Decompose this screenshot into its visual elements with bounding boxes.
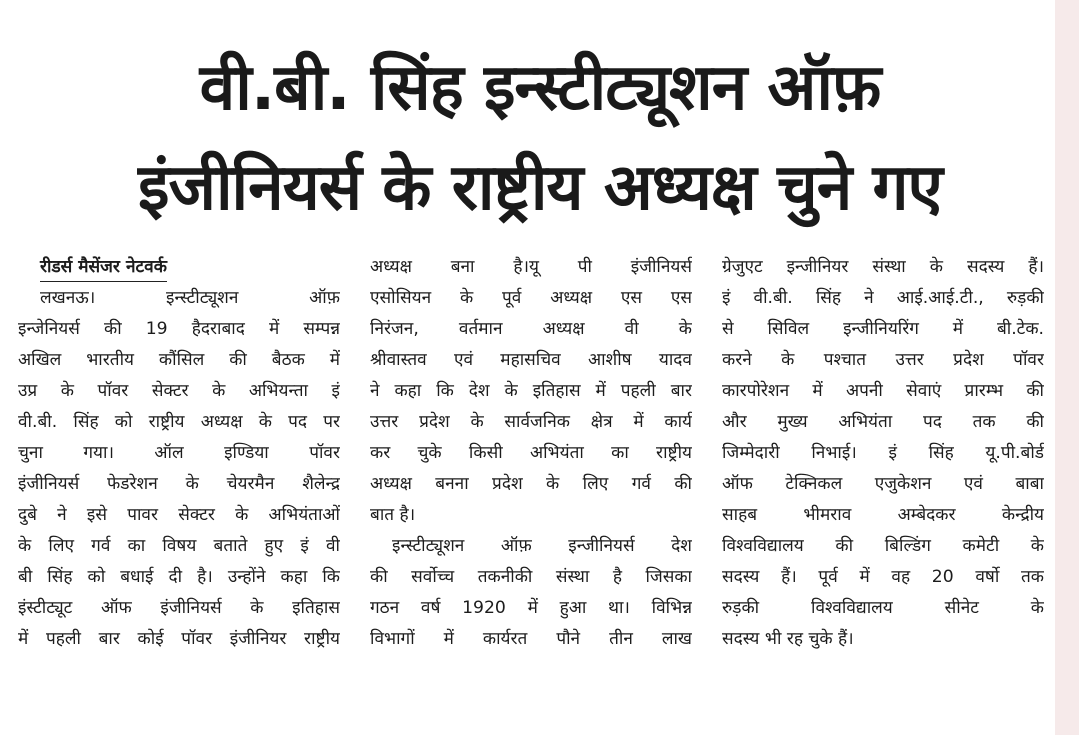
article-line: जिम्मेदारी निभाई। इं सिंह यू.पी.बोर्ड [722,443,1044,463]
article-column-2 [370,252,692,655]
byline: रीडर्स मैसेंजर नेटवर्क [40,253,167,282]
article-line: श्रीवास्तव एवं महासचिव आशीष यादव [370,350,692,370]
article-line: साहब भीमराव अम्बेदकर केन्द्रीय [722,505,1044,525]
article-line: इंजीनियर्स फेडरेशन के चेयरमैन शैलेन्द्र [18,474,340,494]
article-line: इंस्टीट्यूट ऑफ इंजीनियर्स के इतिहास [18,598,340,618]
article-line: गठन वर्ष 1920 में हुआ था। विभिन्न [370,598,692,618]
article-line: करने के पश्चात उत्तर प्रदेश पॉवर [722,350,1044,370]
article-line: की सर्वोच्च तकनीकी संस्था है जिसका [370,567,692,587]
article-line: सदस्य भी रह चुके हैं। [722,629,854,649]
article-line: विभागों में कार्यरत पौने तीन लाख [370,629,692,649]
article-line: के लिए गर्व का विषय बताते हुए इं वी [18,536,340,556]
article-line: लखनऊ। इन्स्टीट्यूशन ऑफ़ [40,288,340,308]
article-line: कर चुके किसी अभियंता का राष्ट्रीय [370,443,692,463]
article-line: इं वी.बी. सिंह ने आई.आई.टी., रुड़की [722,288,1044,308]
article-line: बी सिंह को बधाई दी है। उन्होंने कहा कि [18,567,340,587]
article-line: में पहली बार कोई पॉवर इंजीनियर राष्ट्रीय [18,629,340,649]
article-line: से सिविल इन्जीनियरिंग में बी.टेक. [722,319,1044,339]
article-line: विश्वविद्यालय की बिल्डिंग कमेटी के [722,536,1044,556]
page-edge-strip [1055,0,1079,735]
article-line: बात है। [370,505,416,525]
article-line: कारपोरेशन में अपनी सेवाएं प्रारम्भ की [722,381,1044,401]
article-line: अध्यक्ष बनना प्रदेश के लिए गर्व की [370,474,692,494]
article-line: उप्र के पॉवर सेक्टर के अभियन्ता इं [18,381,340,401]
article-line: ग्रेजुएट इन्जीनियर संस्था के सदस्य हैं। [722,257,1044,277]
article-line: वी.बी. सिंह को राष्ट्रीय अध्यक्ष के पद पर [18,412,340,432]
article-line: निरंजन, वर्तमान अध्यक्ष वी के [370,319,692,339]
article-line: दुबे ने इसे पावर सेक्टर के अभियंताओं [18,505,340,525]
article-line: एसोसियन के पूर्व अध्यक्ष एस एस [370,288,692,308]
article-line: और मुख्य अभियंता पद तक की [722,412,1044,432]
headline-line-2: इंजीनियर्स के राष्ट्रीय अध्यक्ष चुने गए [138,151,942,225]
article-line: उत्तर प्रदेश के सार्वजनिक क्षेत्र में कार्य [370,412,692,432]
article-line: अध्यक्ष बना है।यू पी इंजीनियर्स [370,257,692,277]
article-line: ने कहा कि देश के इतिहास में पहली बार [370,381,692,401]
article-column-3 [722,252,1044,655]
article-line: ऑफ टेक्निकल एजुकेशन एवं बाबा [722,474,1044,494]
article-line: चुना गया। ऑल इण्डिया पॉवर [18,443,340,463]
article-line: अखिल भारतीय कौंसिल की बैठक में [18,350,340,370]
article-line: इन्स्टीट्यूशन ऑफ़ इन्जीनियर्स देश [392,536,692,556]
article-line: रुड़की विश्वविद्यालय सीनेट के [722,598,1044,618]
article-line: सदस्य हैं। पूर्व में वह 20 वर्षो तक [722,567,1044,587]
article-column-1 [18,252,340,655]
headline-line-1: वी.बी. सिंह इन्स्टीट्यूशन ऑफ़ [199,51,881,125]
article-line: इन्जेनियर्स की 19 हैदराबाद में सम्पन्न [18,319,340,339]
